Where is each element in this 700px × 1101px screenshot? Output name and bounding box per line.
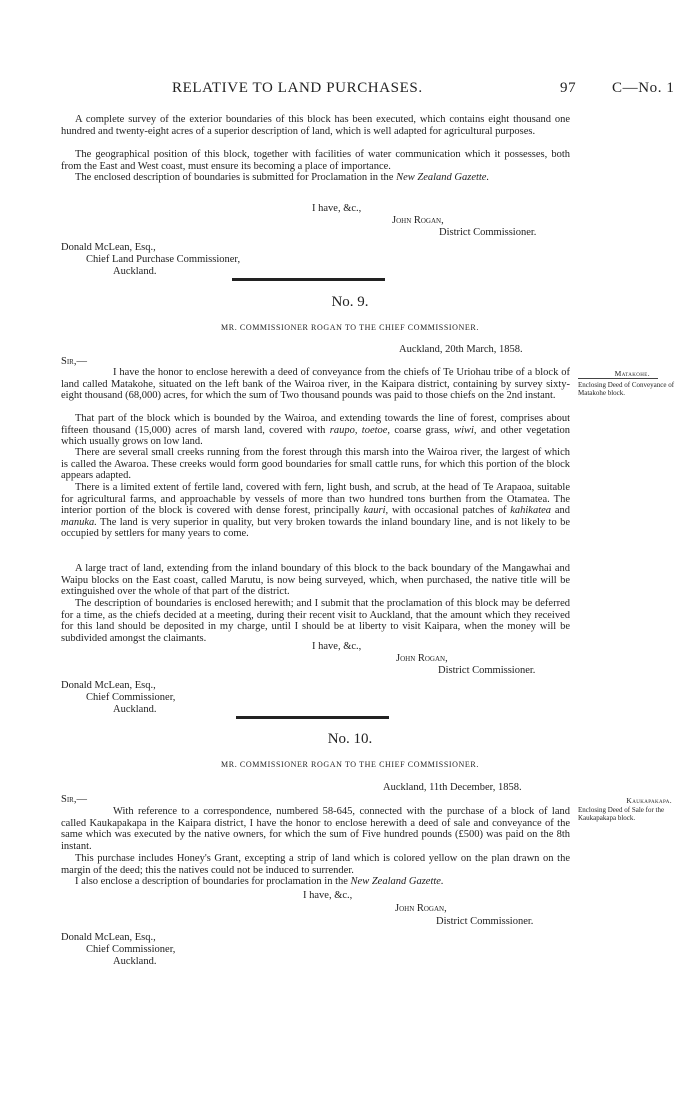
letter-9-addressee-name: Donald McLean, Esq., xyxy=(61,680,156,691)
letter-10-signer: John Rogan, xyxy=(395,903,447,914)
intro-addressee-title: Chief Land Purchase Commissioner, xyxy=(86,254,241,265)
letter-9-salutation: Sir,— xyxy=(61,356,87,367)
letter-10-margin-title: Kaukapakapa. xyxy=(626,796,672,805)
intro-signer: John Rogan, xyxy=(392,215,444,226)
letter-10-number: No. 10. xyxy=(327,731,373,747)
intro-closing: I have, &c., xyxy=(312,203,362,214)
letter-10-closing: I have, &c., xyxy=(303,890,353,901)
letter-10-addressee-name: Donald McLean, Esq., xyxy=(61,932,156,943)
letter-10-paragraph-2: This purchase includes Honey's Grant, excepting a strip of land which is colored yellow on the plan drawn on the margin of the deed; this the natives could not be induced to surrender. xyxy=(61,853,570,876)
letter-9-date: Auckland, 20th March, 1858. xyxy=(399,344,523,355)
intro-addressee-name: Donald McLean, Esq., xyxy=(61,242,156,253)
intro-signer-title: District Commissioner. xyxy=(439,227,537,238)
letter-10-heading: MR. COMMISSIONER ROGAN TO THE CHIEF COMMISSIONER. xyxy=(221,760,479,769)
intro-addressee-place: Auckland. xyxy=(113,266,157,277)
margin-rule xyxy=(578,378,658,379)
running-head: RELATIVE TO LAND PURCHASES. xyxy=(172,80,423,96)
letter-10-paragraph-1: With reference to a correspondence, numbered 58-645, connected with the purchase of a block of land called Kaukapakapa in the Kaipara district, I have the honor to enclose herewith a deed of sale and conveyance of the same which was executed by the native owners, for which the sum of Five hundred pounds (£500) was paid on the 8th instant. xyxy=(61,806,570,852)
intro-paragraph-3: The enclosed description of boundaries is submitted for Proclamation in the New Zealand Gazette. xyxy=(75,172,490,183)
letter-10-signer-title: District Commissioner. xyxy=(436,916,534,927)
letter-9-margin-note: Enclosing Deed of Conveyance of Matakohe block. xyxy=(578,381,675,397)
letter-9-paragraph-2: That part of the block which is bounded by the Wairoa, and extending towards the line of forest, comprises about fifteen thousand (15,000) acres of marsh land, covered with raupo, toetoe, coarse grass, wiwi, and other vegetation which usually grows on low land. xyxy=(61,413,571,448)
letter-10-margin-note: Enclosing Deed of Sale for the Kaukapakapa block. xyxy=(578,806,665,822)
letter-10-salutation: Sir,— xyxy=(61,794,87,805)
page-number: 97 xyxy=(560,80,577,96)
letter-9-margin-title: Matakohe. xyxy=(614,369,650,378)
letter-9-paragraph-1: I have the honor to enclose herewith a deed of conveyance from the chiefs of Te Uriohau tribe of a block of land called Matakohe, situated on the left bank of the Wairoa river, in the Kaipara district, containing by survey sixty-eight thousand (68,000) acres, for which the sum of Two thousand pounds was paid to those chiefs on the 2nd instant. xyxy=(61,367,570,402)
letter-9-paragraph-4: There is a limited extent of fertile land, covered with fern, light bush, and scrub, at the head of Te Arapaoa, suitable for agricultural farms, and approachable by vessels of more than two hundred tons burthen from the Otamatea. The interior portion of the block is covered with dense forest, principally kauri, with occasional patches of kahikatea and manuka. The land is very superior in quality, but very broken towards the inland boundary line, and is not likely to be occupied by settlers for many years to come. xyxy=(61,482,570,540)
letter-10-date: Auckland, 11th December, 1858. xyxy=(383,782,522,793)
letter-9-closing: I have, &c., xyxy=(312,641,362,652)
letter-9-addressee-title: Chief Commissioner, xyxy=(86,692,176,703)
letter-10-addressee-place: Auckland. xyxy=(113,956,157,967)
intro-paragraph-2: The geographical position of this block, together with facilities of water communication which it possesses, both from the East and West coast, must ensure its becoming a place of importance. xyxy=(61,149,570,172)
letter-9-paragraph-5: A large tract of land, extending from the inland boundary of this block to the back boundary of the Mangawhai and Waipu blocks on the East coast, called Marutu, is now being surveyed, which, when purchased, the native title will be extinguished over the whole of that part of the district. xyxy=(61,563,570,598)
letter-9-paragraph-6: The description of boundaries is enclosed herewith; and I submit that the proclamation of this block may be deferred for a time, as the chiefs decided at a meeting, during their recent visit to Auckland, that the amount which they received for this land should be deposited in my charge, until I should be at liberty to visit Kaipara, when the money will be subdivided amongst the claimants. xyxy=(61,598,570,644)
letter-9-signer: John Rogan, xyxy=(396,653,448,664)
letter-9-paragraph-3: There are several small creeks running from the forest through this marsh into the Wairoa river, the largest of which is called the Awaroa. These creeks would form good boundaries for small cattle runs, for which this portion of the block appears adapted. xyxy=(61,447,570,482)
letter-9-addressee-place: Auckland. xyxy=(113,704,157,715)
intro-paragraph-1: A complete survey of the exterior boundaries of this block has been executed, which contains eight thousand one hundred and twenty-eight acres of a superior description of land, which is well adapted for agricultural purposes. xyxy=(61,114,570,137)
letter-10-paragraph-3: I also enclose a description of boundaries for proclamation in the New Zealand Gazette. xyxy=(75,876,444,887)
letter-9-number: No. 9. xyxy=(331,294,369,310)
letter-9-signer-title: District Commissioner. xyxy=(438,665,536,676)
section-divider xyxy=(232,278,385,281)
letter-9-heading: MR. COMMISSIONER ROGAN TO THE CHIEF COMMISSIONER. xyxy=(221,323,479,332)
section-divider xyxy=(236,716,389,719)
letter-10-addressee-title: Chief Commissioner, xyxy=(86,944,176,955)
document-reference: C—No. 1 xyxy=(612,80,675,96)
